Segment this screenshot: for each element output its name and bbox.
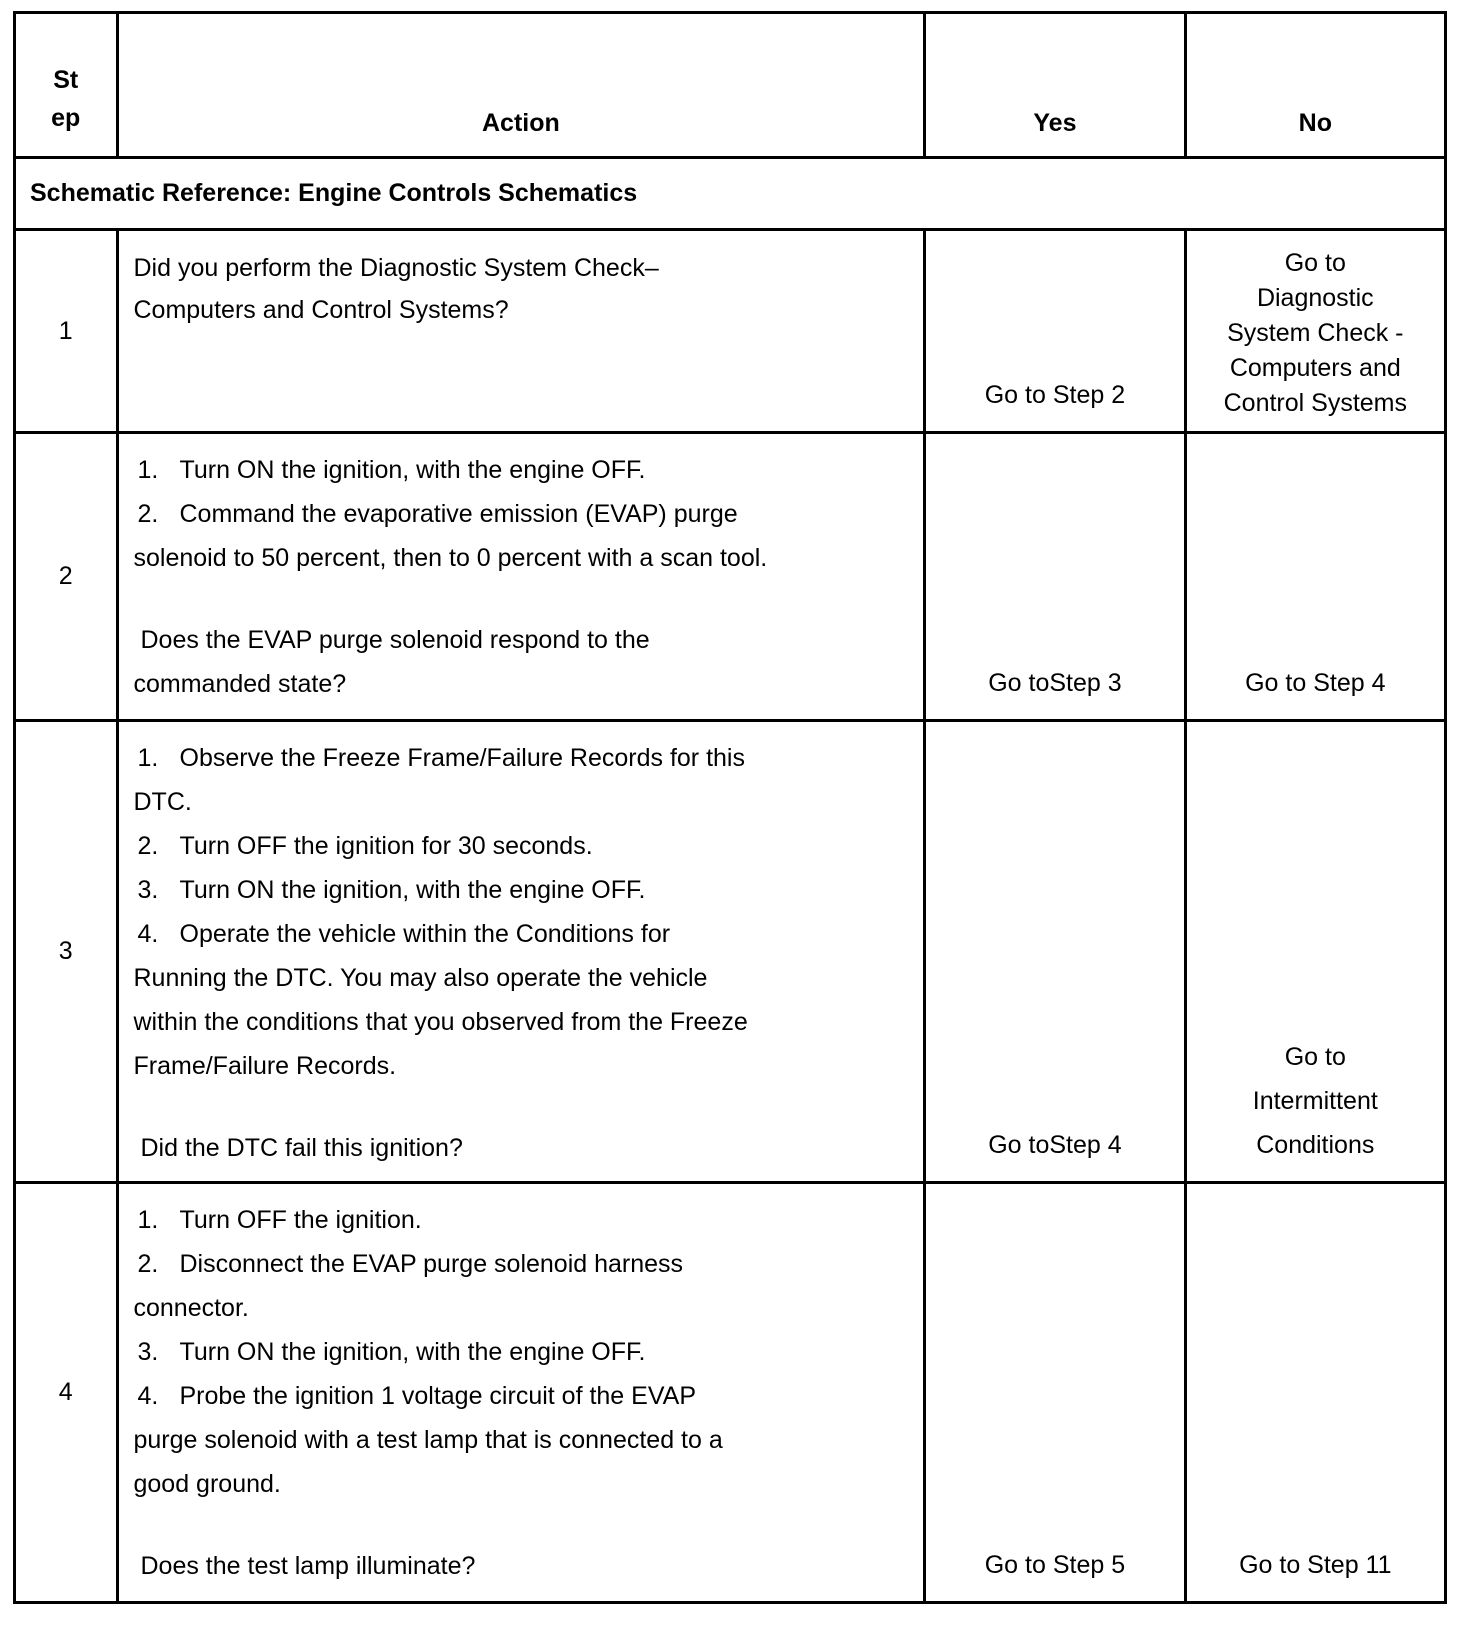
step-number: 2 — [15, 433, 118, 721]
list-item-continuation: solenoid to 50 percent, then to 0 percent with a scan tool. — [133, 544, 768, 572]
list-item-continuation: Running the DTC. You may also operate the vehicle within the conditions that you observed from the Freeze Frame/Failure Records. — [133, 964, 748, 1080]
schematic-row — [15, 158, 1446, 230]
header-row — [15, 13, 1446, 158]
no-cell: Go to Step 11 — [1185, 1183, 1445, 1603]
list-item: 1. Turn OFF the ignition. — [137, 1206, 422, 1234]
yes-cell: Go to Step 5 — [925, 1183, 1185, 1603]
table-row — [15, 433, 1446, 721]
step-number: 3 — [15, 721, 118, 1183]
header-no: No — [1185, 13, 1445, 158]
list-item-continuation: DTC. — [133, 788, 192, 816]
yes-cell: Go toStep 3 — [925, 433, 1185, 721]
question-text: Did the DTC fail this ignition? — [140, 1134, 463, 1162]
header-yes: Yes — [925, 13, 1185, 158]
no-cell: Go to Step 4 — [1185, 433, 1445, 721]
list-item: 4. Operate the vehicle within the Conditions for — [137, 920, 671, 948]
action-cell — [117, 721, 925, 1183]
list-item: 3. Turn ON the ignition, with the engine OFF. — [137, 876, 646, 904]
action-cell — [117, 433, 925, 721]
step-number: 1 — [15, 230, 118, 433]
step-number: 4 — [15, 1183, 118, 1603]
list-item-continuation: connector. — [133, 1294, 249, 1322]
schematic-reference: Schematic Reference: Engine Controls Schematics — [15, 158, 1446, 230]
table-row — [15, 230, 1446, 433]
list-item: 2. Turn OFF the ignition for 30 seconds. — [137, 832, 593, 860]
list-item: 2. Command the evaporative emission (EVAP) purge — [137, 500, 738, 528]
diagnostic-table — [13, 11, 1447, 1604]
action-cell — [117, 1183, 925, 1603]
table-row — [15, 721, 1446, 1183]
question-continuation: commanded state? — [133, 670, 347, 698]
question-text: Does the EVAP purge solenoid respond to the — [140, 626, 650, 654]
list-item: 2. Disconnect the EVAP purge solenoid harness — [137, 1250, 684, 1278]
action-cell: Did you perform the Diagnostic System Check– Computers and Control Systems? — [117, 230, 925, 433]
header-action: Action — [117, 13, 925, 158]
yes-cell: Go to Step 2 — [925, 230, 1185, 433]
question-text: Does the test lamp illuminate? — [140, 1552, 476, 1580]
yes-cell: Go toStep 4 — [925, 721, 1185, 1183]
list-item: 1. Turn ON the ignition, with the engine OFF. — [137, 456, 646, 484]
table-row — [15, 1183, 1446, 1603]
header-step: St ep — [15, 13, 118, 158]
list-item-continuation: purge solenoid with a test lamp that is connected to a good ground. — [133, 1426, 723, 1498]
list-item: 1. Observe the Freeze Frame/Failure Records for this — [137, 744, 745, 772]
no-cell: Go to Diagnostic System Check - Computers and Control Systems — [1185, 230, 1445, 433]
no-cell: Go to Intermittent Conditions — [1185, 721, 1445, 1183]
list-item: 4. Probe the ignition 1 voltage circuit of the EVAP — [137, 1382, 697, 1410]
list-item: 3. Turn ON the ignition, with the engine OFF. — [137, 1338, 646, 1366]
